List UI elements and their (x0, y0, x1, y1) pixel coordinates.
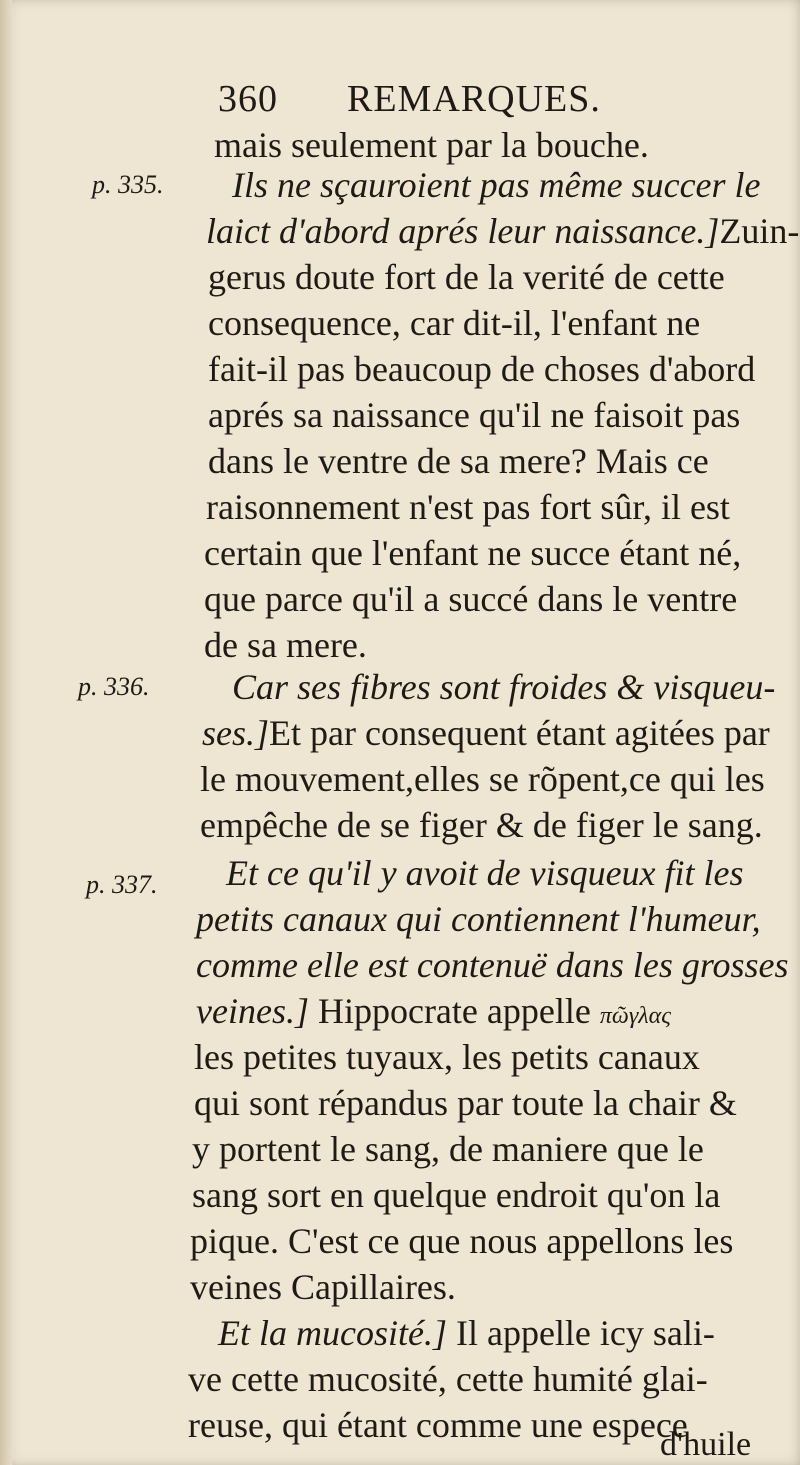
text-line: les petites tuyaux, les petits canaux (194, 1037, 700, 1077)
margin-reference: p. 336. (78, 672, 150, 701)
running-header (218, 76, 658, 122)
lemma-text: ses.] (202, 713, 270, 753)
text-line: de sa mere. (204, 625, 367, 665)
text-line: reuse, qui étant comme une espece (188, 1405, 688, 1445)
text-line: gerus doute fort de la verité de cette (208, 257, 725, 297)
text-fragment: Hippocrate appelle (317, 991, 591, 1031)
text-fragment: Et par consequent étant agitées par (269, 713, 770, 753)
text-line (206, 208, 800, 254)
lemma-line: petits canaux qui contiennent l'humeur, (196, 899, 761, 939)
text-line: sang sort en quelque endroit qu'on la (192, 1175, 721, 1215)
text-line: qui sont répandus par toute la chair & (194, 1083, 737, 1123)
lemma-line: comme elle est contenuë dans les grosses (196, 945, 789, 985)
text-line: pique. C'est ce que nous appellons les (190, 1221, 734, 1261)
lemma-line: Ils ne sçauroient pas même succer le (232, 165, 761, 205)
page-number: 360 (218, 78, 278, 120)
text-line: le mouvement,elles se rõpent,ce qui les (200, 759, 765, 799)
text-line: veines Capillaires. (190, 1267, 456, 1307)
page-edge (0, 0, 12, 1465)
lemma-text: veines.] (196, 991, 309, 1031)
lemma-line: Et ce qu'il y avoit de visqueux fit les (226, 853, 744, 893)
text-line: y portent le sang, de maniere que le (192, 1129, 704, 1169)
text-line (196, 988, 671, 1039)
text-fragment: Zuin- (719, 211, 800, 251)
text-line: que parce qu'il a succé dans le ventre (204, 579, 738, 619)
text-line: certain que l'enfant ne succe étant né, (204, 533, 742, 573)
text-line: dans le ventre de sa mere? Mais ce (208, 441, 709, 481)
text-line: aprés sa naissance qu'il ne faisoit pas (208, 395, 741, 435)
margin-reference: p. 335. (92, 170, 164, 199)
lemma-line: Car ses fibres sont froides & visqueu- (232, 667, 776, 707)
text-line: ve cette mucosité, cette humité glai- (188, 1359, 708, 1399)
text-line: consequence, car dit-il, l'enfant ne (208, 303, 701, 343)
lemma-text: Et la mucosité.] (218, 1313, 447, 1353)
text-line: fait-il pas beaucoup de choses d'abord (208, 349, 756, 389)
text-line (202, 710, 770, 756)
text-line: mais seulement par la bouche. (214, 125, 649, 165)
text-line (218, 1310, 715, 1356)
text-line: raisonnement n'est pas fort sûr, il est (206, 487, 730, 527)
text-line: empêche de se figer & de figer le sang. (200, 805, 763, 845)
lemma-text: laict d'abord aprés leur naissance.] (206, 211, 720, 251)
greek-word: πῶγλας (599, 1003, 671, 1029)
catchword: d'huile (660, 1426, 752, 1463)
margin-reference: p. 337. (86, 870, 158, 899)
running-title: REMARQUES. (347, 78, 601, 120)
text-fragment: Il appelle icy sali- (455, 1313, 715, 1353)
